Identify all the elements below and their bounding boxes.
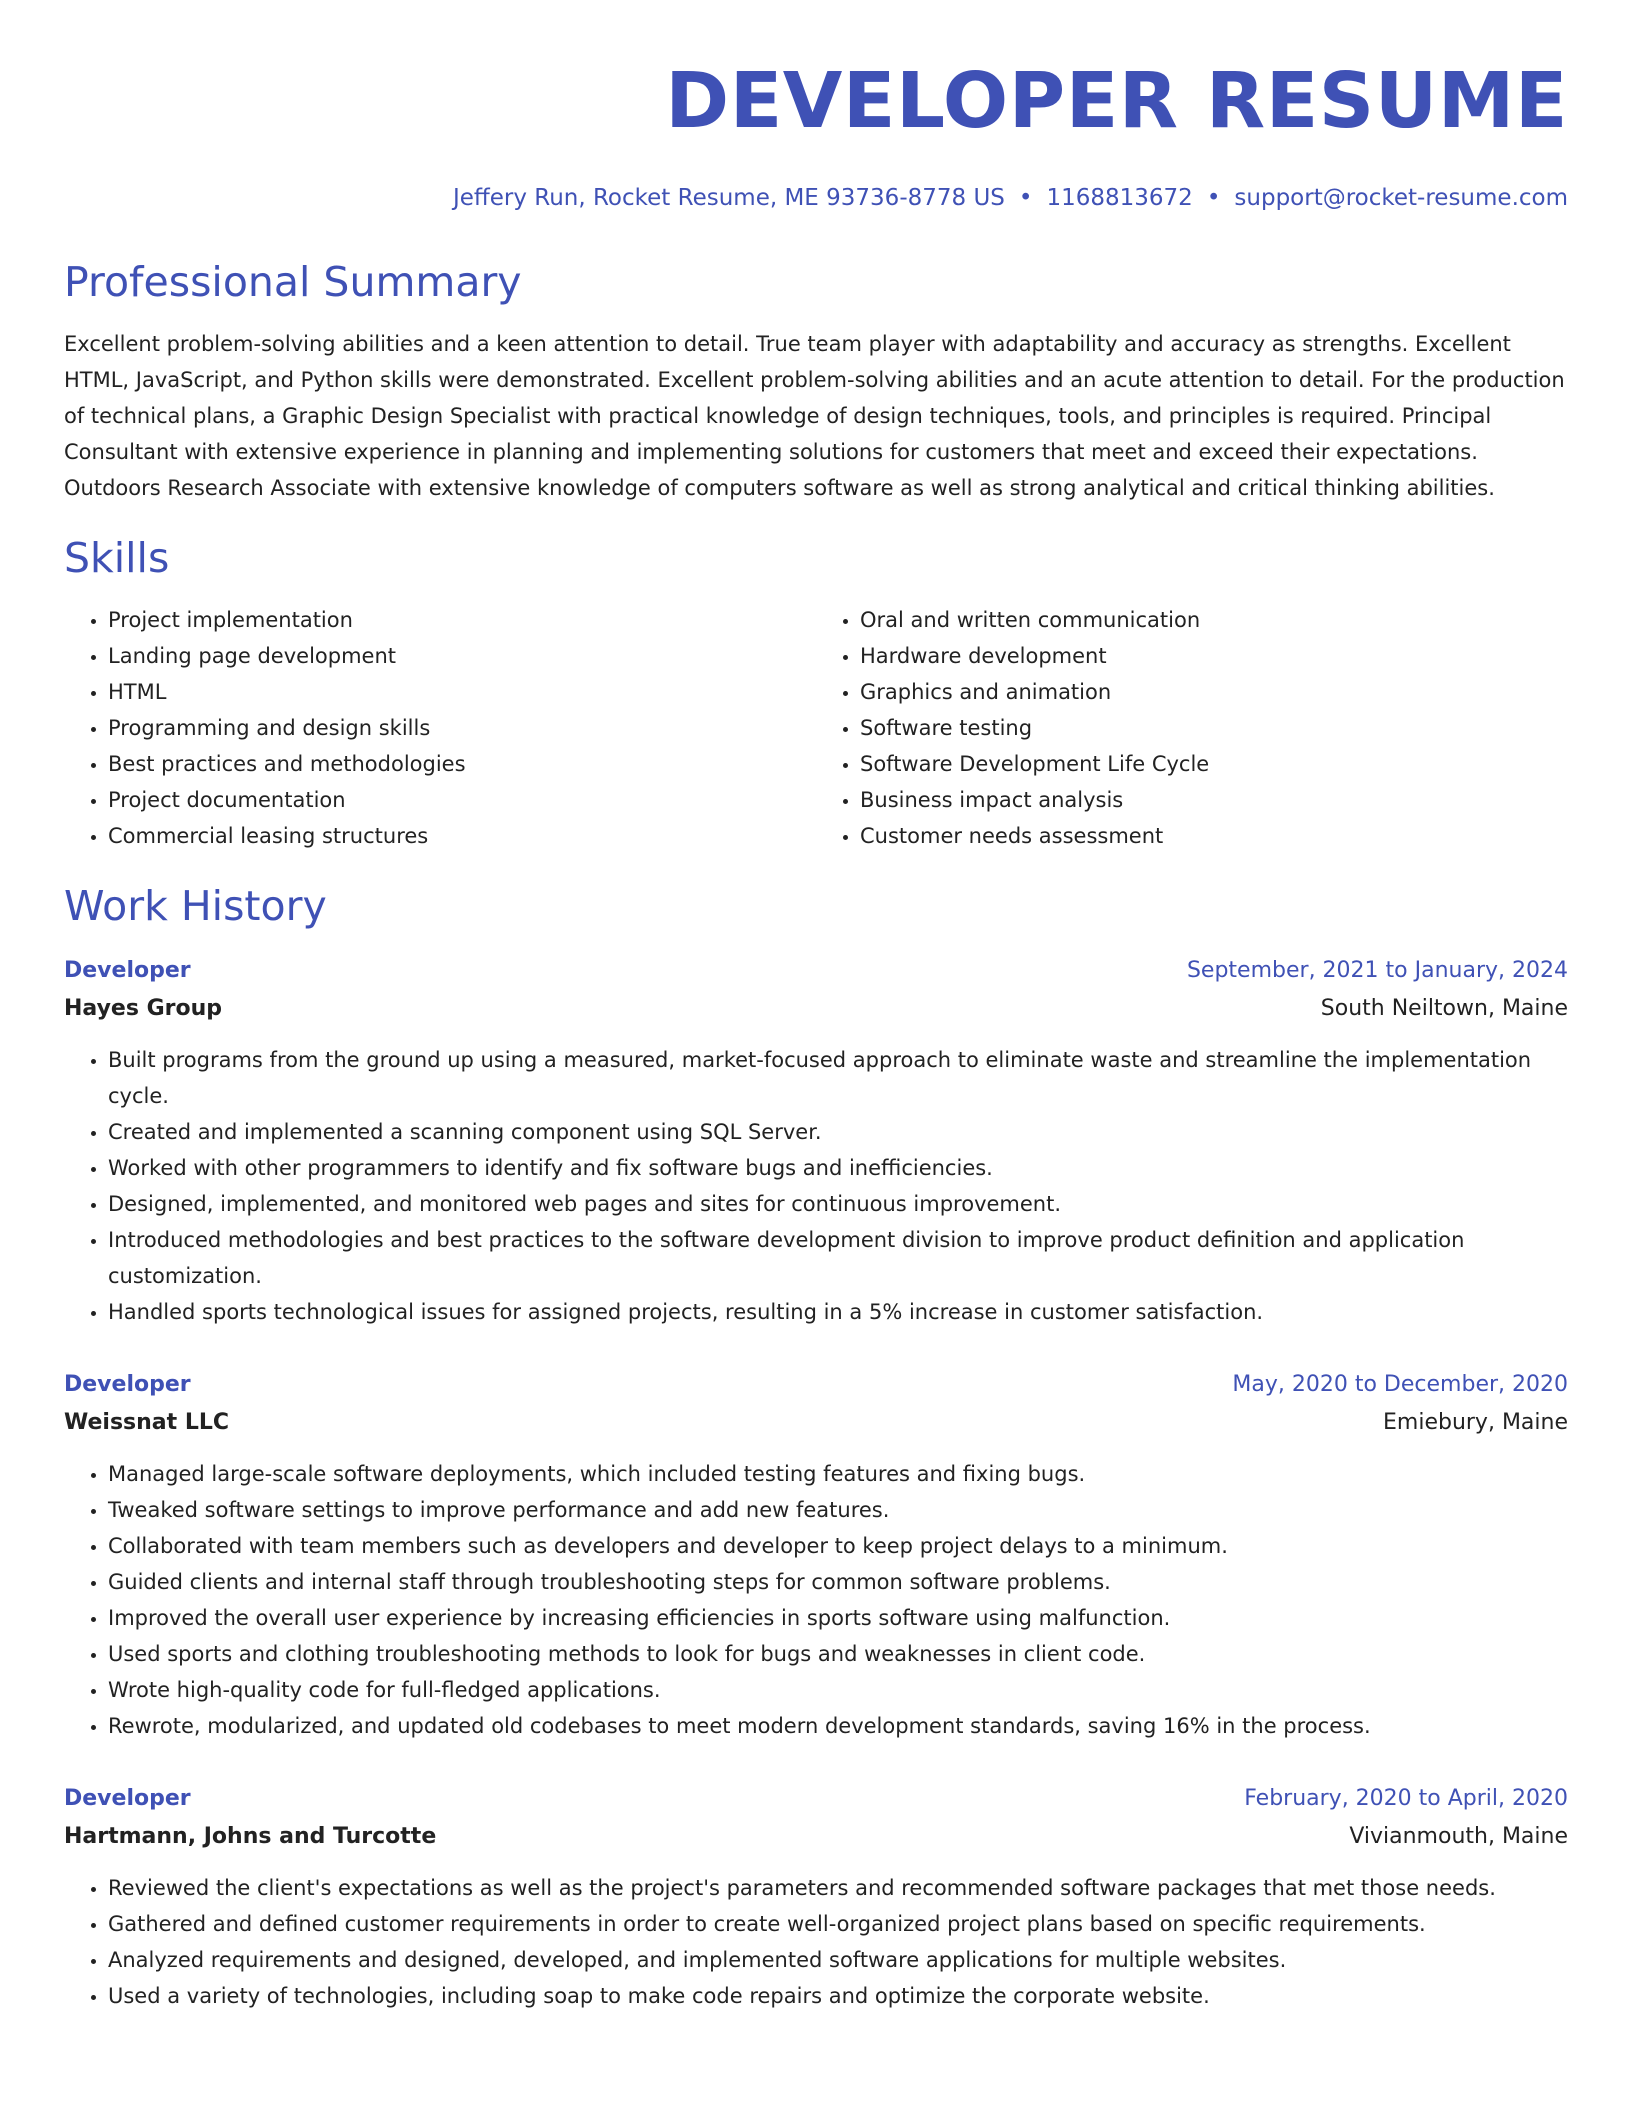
skills-columns [64,602,1568,854]
job-bullet: • Built programs from the ground up using a measured, market-focused approach to eliminate waste and streamline the implementation cycle. [108,1042,1568,1114]
job-bullet: • Improved the overall user experience by increasing efficiencies in sports software using malfunction. [108,1600,1568,1636]
contact-phone: 1168813672 [1046,185,1193,211]
job-company-row [64,1818,1568,1856]
skill-item: • Oral and written communication [860,602,1568,638]
job-header-row [64,1780,1568,1818]
job-company: Hartmann, Johns and Turcotte [64,1824,437,1849]
job-bullet: • Managed large-scale software deployments, which included testing features and fixing bugs. [108,1456,1568,1492]
job-role: Developer [64,1786,191,1811]
contact-line [64,182,1568,214]
skill-item: • Software Development Life Cycle [860,746,1568,782]
job-role: Developer [64,958,191,983]
work-history-heading: Work History [64,882,327,930]
skill-item: • HTML [108,674,816,710]
job-bullet: • Handled sports technological issues for assigned projects, resulting in a 5% increase in customer satisfaction. [108,1294,1568,1330]
job-bullet: • Worked with other programmers to identify and fix software bugs and inefficiencies. [108,1150,1568,1186]
skill-item: • Programming and design skills [108,710,816,746]
job-bullet: • Introduced methodologies and best practices to the software development division to improve product definition and application customization. [108,1222,1568,1294]
skill-item: • Graphics and animation [860,674,1568,710]
skill-item: • Project documentation [108,782,816,818]
job-bullets [64,1042,1568,1330]
contact-email: support@rocket-resume.com [1234,185,1568,211]
job-bullet: • Created and implemented a scanning component using SQL Server. [108,1114,1568,1150]
job-bullet: • Designed, implemented, and monitored web pages and sites for continuous improvement. [108,1186,1568,1222]
job-bullet: • Rewrote, modularized, and updated old codebases to meet modern development standards, saving 16% in the process. [108,1708,1568,1744]
job-bullet: • Tweaked software settings to improve performance and add new features. [108,1492,1568,1528]
job-bullet: • Collaborated with team members such as developers and developer to keep project delays to a minimum. [108,1528,1568,1564]
skills-heading: Skills [64,534,170,582]
skill-item: • Landing page development [108,638,816,674]
job-bullet: • Used a variety of technologies, including soap to make code repairs and optimize the corporate website. [108,1978,1568,2014]
job-company-row [64,1404,1568,1442]
job-location: Vivianmouth, Maine [1349,1824,1568,1849]
job-entry [64,1780,1568,2014]
contact-address: Jeffery Run, Rocket Resume, ME 93736-8778 US [452,185,1005,211]
contact-separator: • [1018,185,1033,211]
summary-heading: Professional Summary [64,258,522,306]
summary-text: Excellent problem-solving abilities and a keen attention to detail. True team player with adaptability and accuracy as strengths. Excellent HTML, JavaScript, and Python skills were demonstrated. Excellent problem-solving abilities and an acute attention to detail. For the production of technical plans, a Graphic Design Specialist with practical knowledge of design techniques, tools, and principles is required. Principal Consultant with extensive experience in planning and implementing solutions for customers that meet and exceed their expectations. Outdoors Research Associate with extensive knowledge of computers software as well as strong analytical and critical thinking abilities. [64,332,1565,500]
job-header-row [64,952,1568,990]
job-bullet: • Guided clients and internal staff through troubleshooting steps for common software problems. [108,1564,1568,1600]
skill-item: • Hardware development [860,638,1568,674]
job-bullet: • Reviewed the client's expectations as well as the project's parameters and recommended software packages that met those needs. [108,1870,1568,1906]
resume-title: DEVELOPER RESUME [665,57,1568,146]
job-location: South Neiltown, Maine [1320,996,1568,1021]
resume-page [64,52,1568,2014]
job-header-row [64,1366,1568,1404]
job-company: Weissnat LLC [64,1410,229,1435]
job-role: Developer [64,1372,191,1397]
skill-item: • Software testing [860,710,1568,746]
skill-item: • Customer needs assessment [860,818,1568,854]
skill-item: • Commercial leasing structures [108,818,816,854]
job-dates: May, 2020 to December, 2020 [1232,1372,1568,1397]
job-location: Emiebury, Maine [1383,1410,1568,1435]
skills-list-right [816,602,1568,854]
skill-item: • Best practices and methodologies [108,746,816,782]
skill-item: • Business impact analysis [860,782,1568,818]
job-entry [64,1366,1568,1744]
job-bullet: • Analyzed requirements and designed, developed, and implemented software applications for multiple websites. [108,1942,1568,1978]
job-bullets [64,1870,1568,2014]
skill-item: • Project implementation [108,602,816,638]
job-bullet: • Gathered and defined customer requirements in order to create well-organized project plans based on specific requirements. [108,1906,1568,1942]
job-company-row [64,990,1568,1028]
job-bullet: • Used sports and clothing troubleshooting methods to look for bugs and weaknesses in client code. [108,1636,1568,1672]
contact-separator: • [1206,185,1221,211]
job-bullet: • Wrote high-quality code for full-fledged applications. [108,1672,1568,1708]
job-bullets [64,1456,1568,1744]
job-dates: September, 2021 to January, 2024 [1186,958,1568,983]
job-dates: February, 2020 to April, 2020 [1244,1786,1568,1811]
job-entry [64,952,1568,1330]
skills-list-left [64,602,816,854]
job-company: Hayes Group [64,996,223,1021]
